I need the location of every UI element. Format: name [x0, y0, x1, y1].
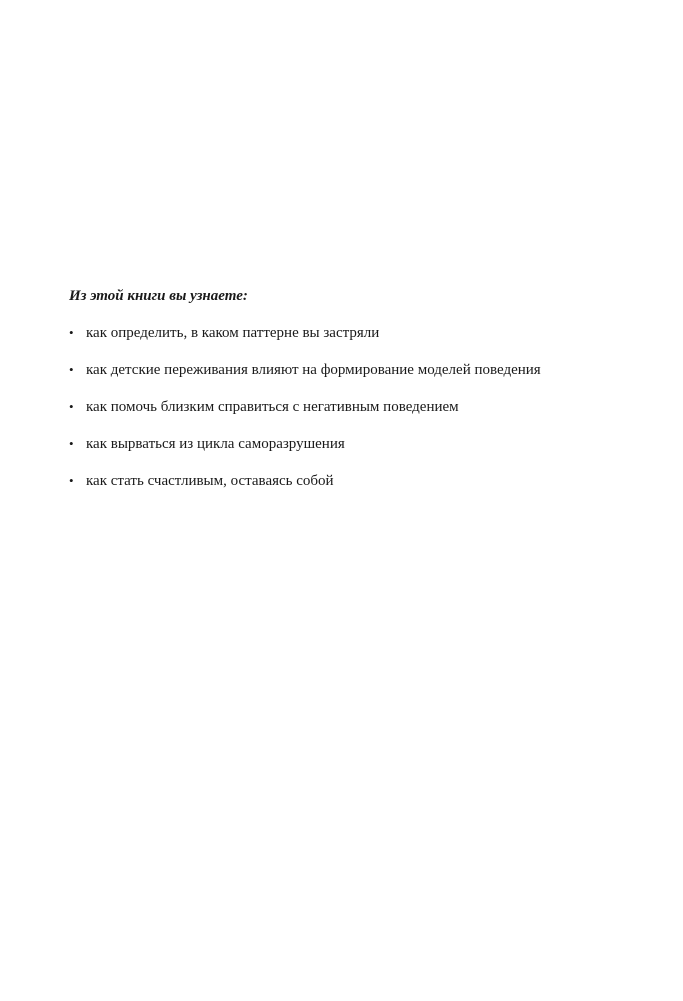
section-heading: Из этой книги вы узнаете:: [69, 288, 248, 304]
list-item: [69, 323, 629, 343]
list-item: [69, 397, 629, 417]
list-item-text: как определить, в каком паттерне вы застряли: [86, 325, 380, 341]
book-benefits-section: [69, 286, 629, 508]
list-item: [69, 471, 629, 491]
bullet-icon: •: [69, 399, 74, 414]
list-item-text: как стать счастливым, оставаясь собой: [86, 473, 334, 489]
benefits-list: [69, 323, 629, 491]
bullet-icon: •: [69, 362, 74, 377]
bullet-icon: •: [69, 473, 74, 488]
bullet-icon: •: [69, 436, 74, 451]
list-item-text: как вырваться из цикла саморазрушения: [86, 436, 345, 452]
list-item-text: как детские переживания влияют на формирование моделей поведения: [86, 362, 541, 378]
list-item: [69, 434, 629, 454]
bullet-icon: •: [69, 325, 74, 340]
list-item-text: как помочь близким справиться с негативным поведением: [86, 399, 459, 415]
list-item: [69, 360, 629, 380]
